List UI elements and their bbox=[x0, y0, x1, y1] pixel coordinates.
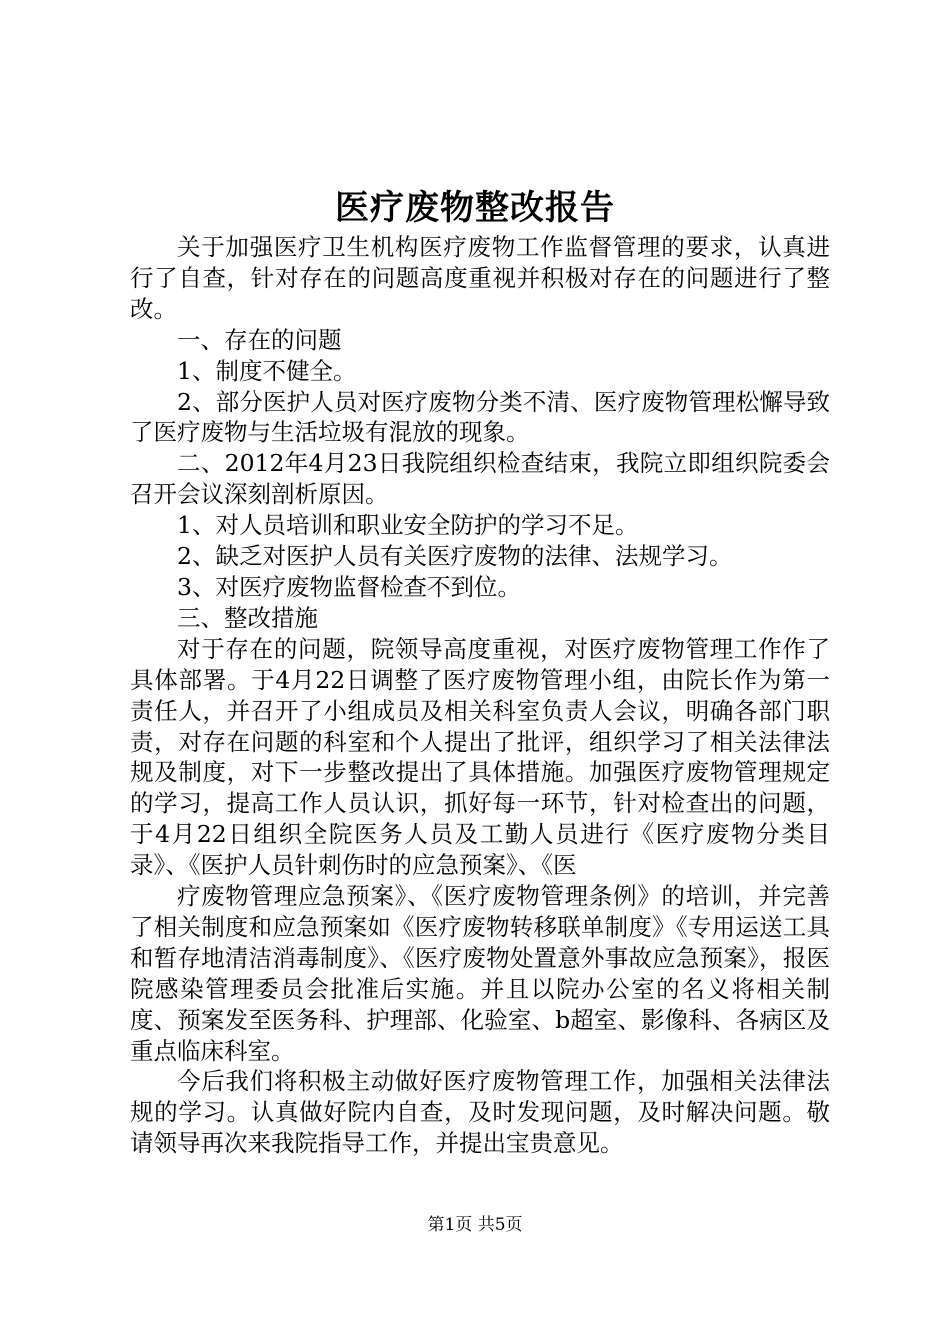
heading-existing-problems: 一、存在的问题 bbox=[177, 325, 342, 354]
paragraph-inspection: 二、2012年4月23日我院组织检查结束，我院立即组织院委会召开会议深刻剖析原因。 bbox=[130, 449, 830, 509]
cause-item-3: 3、对医疗废物监督检查不到位。 bbox=[177, 572, 521, 601]
paragraph-measures-continued: 疗废物管理应急预案》、《医疗废物管理条例》的培训，并完善了相关制度和应急预案如《医疗废物转移联单制度》《专用运送工具和暂存地清洁消毒制度》、《医疗废物处置意外事故应急预案》，报医院感染管理委员会批准后实施。并且以院办公室的名义将相关制度、预案发至医务科、护理部、化验室、b超室、影像科、各病区及重点临床科室。 bbox=[130, 882, 830, 1065]
cause-item-2: 2、缺乏对医护人员有关医疗废物的法律、法规学习。 bbox=[177, 542, 733, 571]
paragraph-conclusion: 今后我们将积极主动做好医疗废物管理工作，加强相关法律法规的学习。认真做好院内自查，及时发现问题，及时解决问题。敬请领导再次来我院指导工作，并提出宝贵意见。 bbox=[130, 1067, 830, 1158]
problem-item-2: 2、部分医护人员对医疗废物分类不清、医疗废物管理松懈导致了医疗废物与生活垃圾有混放的现象。 bbox=[130, 387, 830, 447]
document-body bbox=[130, 232, 830, 1159]
heading-rectification-measures: 三、整改措施 bbox=[177, 603, 318, 632]
document-title: 医疗废物整改报告 bbox=[335, 188, 615, 228]
problem-item-1: 1、制度不健全。 bbox=[177, 356, 357, 385]
page-footer: 第1页 共5页 bbox=[427, 1215, 523, 1235]
cause-item-1: 1、对人员培训和职业安全防护的学习不足。 bbox=[177, 511, 639, 540]
paragraph-measures: 对于存在的问题，院领导高度重视，对医疗废物管理工作作了具体部署。于4月22日调整了医疗废物管理小组，由院长作为第一责任人，并召开了小组成员及相关科室负责人会议，明确各部门职责，对存在问题的科室和个人提出了批评，组织学习了相关法律法规及制度，对下一步整改提出了具体措施。加强医疗废物管理规定的学习，提高工作人员认识，抓好每一环节，针对检查出的问题，于4月22日组织全院医务人员及工勤人员进行《医疗废物分类目录》、《医护人员针刺伤时的应急预案》、《医 bbox=[130, 634, 830, 880]
paragraph-intro: 关于加强医疗卫生机构医疗废物工作监督管理的要求，认真进行了自查，针对存在的问题高度重视并积极对存在的问题进行了整改。 bbox=[130, 233, 830, 323]
